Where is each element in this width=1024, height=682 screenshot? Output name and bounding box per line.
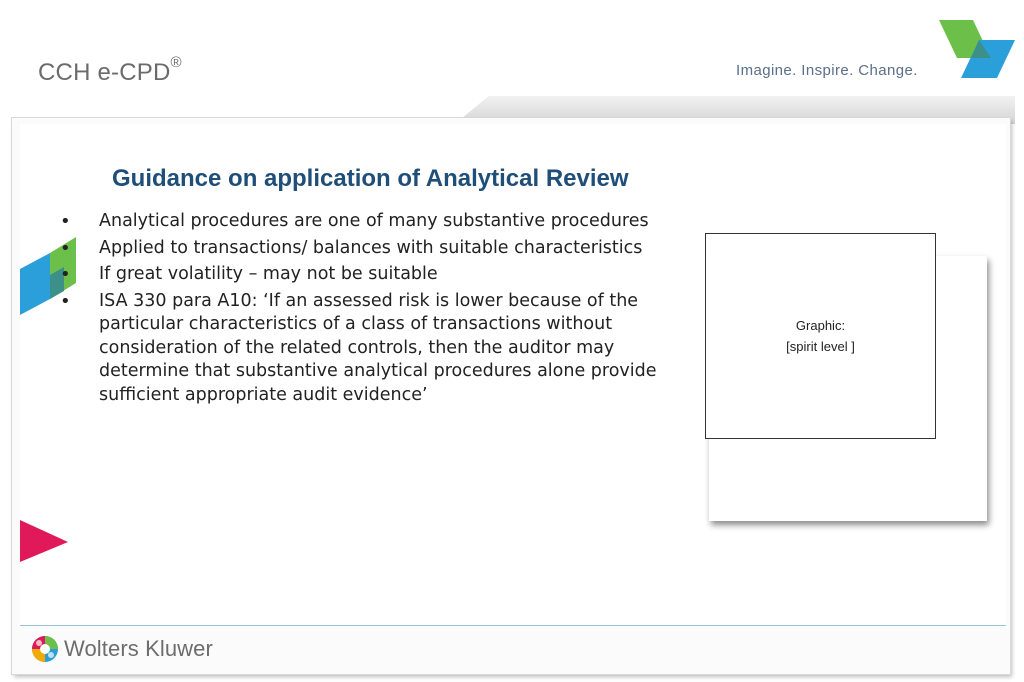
bullet-dot: • <box>60 264 71 285</box>
bullet-text: ISA 330 para A10: ‘If an assessed risk is lower because of the particular characteristics of a class of transactions without consideration of the related controls, then the auditor may determine that substantive analytical procedures alone provide sufficient appropriate audit evidence’ <box>99 290 657 405</box>
footer-divider <box>20 625 1006 626</box>
footer-brand: Wolters Kluwer <box>64 636 213 661</box>
bullet-dot: • <box>60 211 71 232</box>
bullet-item <box>60 237 680 261</box>
bullet-list <box>60 210 680 410</box>
pink-arrow-icon <box>20 520 70 564</box>
logo-text: CCH e-CPD <box>38 59 171 86</box>
graphic-description: [spirit level ] <box>786 339 855 354</box>
bullet-text: Analytical procedures are one of many substantive procedures <box>99 211 649 231</box>
wolters-kluwer-logo <box>30 634 213 664</box>
bullet-text: If great volatility – may not be suitable <box>99 264 438 284</box>
cch-ecpd-logo <box>38 54 182 87</box>
slide-title: Guidance on application of Analytical Review <box>112 165 629 192</box>
graphic-placeholder <box>705 233 936 439</box>
bullet-item <box>60 210 680 234</box>
bullet-dot: • <box>60 237 71 259</box>
bullet-item <box>60 290 680 408</box>
bullet-item <box>60 263 680 287</box>
bullet-dot: • <box>60 290 71 312</box>
graphic-label: Graphic: <box>795 318 846 333</box>
globe-icon <box>30 634 60 664</box>
tagline: Imagine. Inspire. Change. <box>736 62 918 79</box>
bullet-text: Applied to transactions/ balances with suitable characteristics <box>99 237 643 258</box>
registered-mark: ® <box>170 54 182 71</box>
brand-chevron-icon <box>935 18 1017 80</box>
